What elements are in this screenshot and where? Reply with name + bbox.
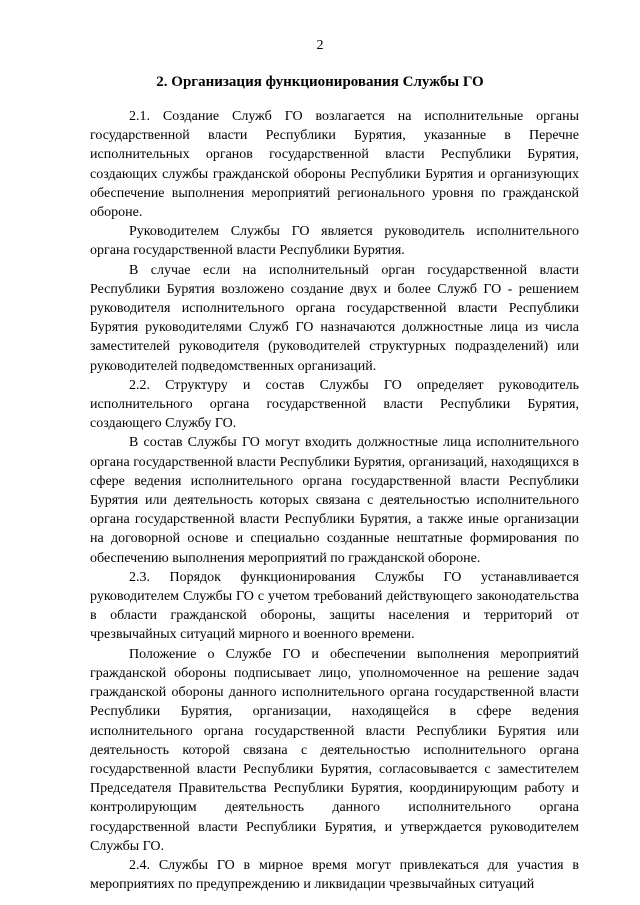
page-number: 2 bbox=[316, 38, 324, 53]
section-title: 2. Организация функционирования Службы ГО bbox=[156, 74, 484, 90]
document-body bbox=[90, 107, 579, 894]
paragraph-2-1: 2.1. Создание Служб ГО возлагается на исполнительные органы государственной власти Республики Бурятия, указанные в Перечне исполнительных органов государственной власти Республики Бурятия, создающих службы гражданской обороны Республики Бурятия и организующих обеспечение выполнения мероприятий регионального уровня по гражданской обороне. bbox=[90, 109, 579, 221]
paragraph-multiple-services: В случае если на исполнительный орган государственной власти Республики Бурятия возложено создание двух и более Служб ГО - решением руководителя исполнительного органа государственной власти Республики Бурятия руководителями Служб ГО назначаются должностные лица из числа заместителей руководителя (руководителей структурных подразделений) или руководителей подведомственных организаций. bbox=[90, 262, 579, 374]
paragraph-2-2: 2.2. Структуру и состав Службы ГО определяет руководитель исполнительного органа государственной власти Республики Бурятия, создающего Службу ГО. bbox=[90, 377, 579, 432]
paragraph-regulation: Положение о Службе ГО и обеспечении выполнения мероприятий гражданской обороны подписывает лицо, уполномоченное на решение задач гражданской обороны данного исполнительного органа государственной власти Республики Бурятия, организации, находящейся в сфере ведения исполнительного органа государственной власти Республики Бурятия или деятельность которой связана с деятельностью исполнительного органа государственной власти Республики Бурятия, согласовывается с заместителем Председателя Правительства Республики Бурятия, координирующим работу и контролирующим деятельность данного исполнительного органа государственной власти Республики Бурятия, и утверждается руководителем Службы ГО. bbox=[90, 646, 579, 854]
paragraph-2-4: 2.4. Службы ГО в мирное время могут привлекаться для участия в мероприятиях по предупреждению и ликвидации чрезвычайных ситуаций bbox=[90, 857, 579, 893]
paragraph-service-composition: В состав Службы ГО могут входить должностные лица исполнительного органа государственной власти Республики Бурятия, организаций, находящихся в сфере ведения исполнительного органа государственной власти Республики Бурятия или деятельность которых связана с деятельностью исполнительного органа государственной власти Республики Бурятия, а также иные организации на договорной основе и специально созданные нештатные формирования по обеспечению выполнения мероприятий по гражданской обороне. bbox=[90, 435, 579, 566]
paragraph-2-3: 2.3. Порядок функционирования Службы ГО устанавливается руководителем Службы ГО с учетом требований действующего законодательства в области гражданской обороны, защиты населения и территорий от чрезвычайных ситуаций мирного и военного времени. bbox=[90, 569, 579, 643]
paragraph-service-head: Руководителем Службы ГО является руководитель исполнительного органа государственной власти Республики Бурятия. bbox=[90, 224, 579, 259]
